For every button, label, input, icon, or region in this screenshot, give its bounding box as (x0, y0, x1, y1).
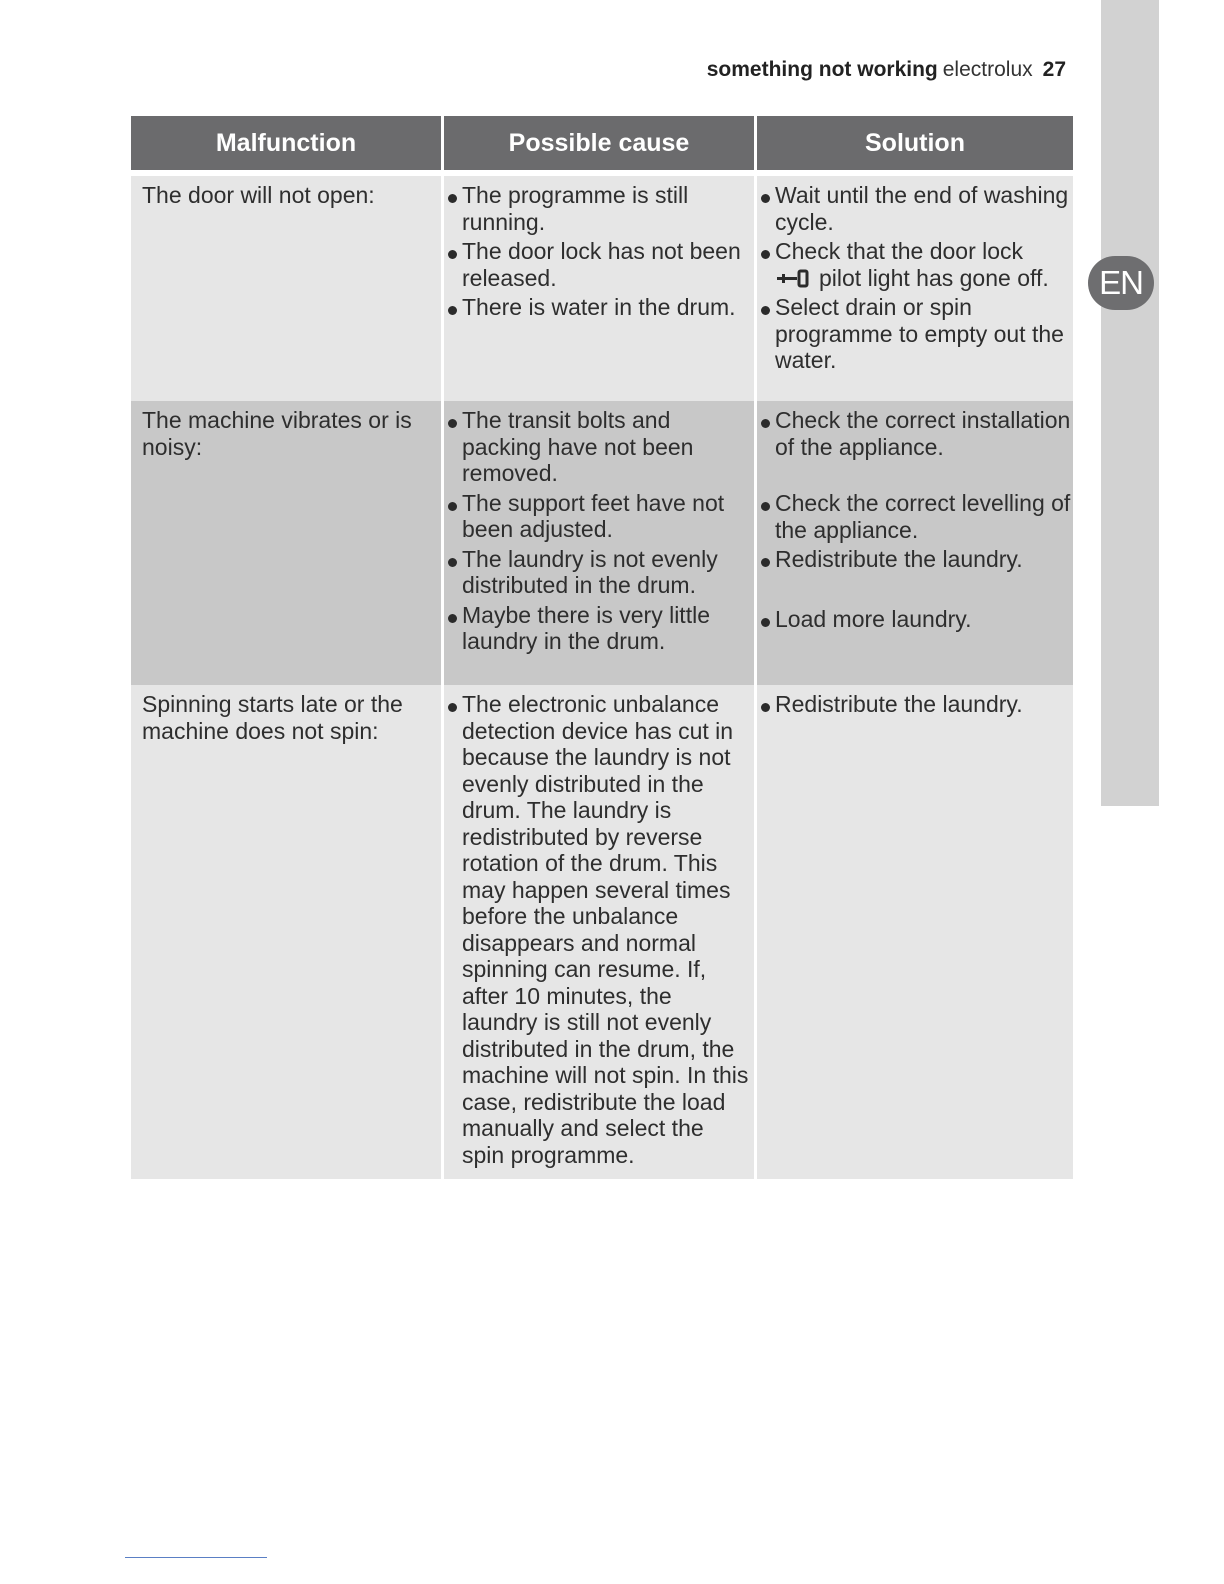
column-header-malfunction: Malfunction (131, 116, 441, 170)
footer-rule (125, 1557, 267, 1558)
cause-item: The laundry is not evenly distributed in the drum. (447, 546, 752, 599)
solution-item: Select drain or spin programme to empty out the water. (760, 294, 1071, 374)
solution-item: Check the correct installation of the appliance. (760, 407, 1071, 460)
column-header-possible-cause: Possible cause (444, 116, 754, 170)
language-side-tab (1101, 0, 1159, 806)
malfunction-cell: Spinning starts late or the machine does not spin: (131, 685, 441, 1179)
cause-cell (444, 176, 754, 401)
column-header-solution: Solution (757, 116, 1073, 170)
cause-item: The electronic unbalance detection device has cut in because the laundry is not evenly distributed in the drum. The laundry is redistributed by reverse rotation of the drum. This may happen several times before the unbalance disappears and normal spinning can resume. If, after 10 minutes, the laundry is still not evenly distributed in the drum, the machine will not spin. In this case, redistribute the load manually and select the spin programme. (447, 691, 752, 1168)
cause-item: There is water in the drum. (447, 294, 752, 321)
door-lock-icon (775, 268, 813, 288)
cause-item: The door lock has not been released. (447, 238, 752, 291)
solution-item: Redistribute the laundry. (760, 546, 1071, 573)
solution-item: Check the correct levelling of the appliance. (760, 490, 1071, 543)
solution-item: Redistribute the laundry. (760, 691, 1071, 718)
section-title: something not working (706, 58, 938, 81)
solution-cell (757, 176, 1073, 401)
language-badge: EN (1088, 256, 1154, 310)
cause-item: Maybe there is very little laundry in the drum. (447, 602, 752, 655)
solution-item: Load more laundry. (760, 606, 1071, 633)
table-header-row (131, 116, 1073, 170)
solution-cell (757, 401, 1073, 685)
solution-item: Wait until the end of washing cycle. (760, 182, 1071, 235)
solution-item (760, 238, 1071, 291)
cause-cell (444, 401, 754, 685)
solution-item-text: Check that the door lock (775, 238, 1024, 264)
solution-cell (757, 685, 1073, 1179)
table-row (131, 176, 1073, 401)
cause-item: The programme is still running. (447, 182, 752, 235)
brand-name: electrolux (942, 58, 1033, 81)
malfunction-cell: The door will not open: (131, 176, 441, 401)
troubleshooting-table (128, 116, 1076, 1179)
cause-cell (444, 685, 754, 1179)
running-header (707, 58, 1066, 82)
cause-item: The transit bolts and packing have not been removed. (447, 407, 752, 487)
page-number: 27 (1042, 58, 1066, 81)
table-row (131, 401, 1073, 685)
malfunction-cell: The machine vibrates or is noisy: (131, 401, 441, 685)
table-row (131, 685, 1073, 1179)
cause-item: The support feet have not been adjusted. (447, 490, 752, 543)
solution-item-text: pilot light has gone off. (819, 264, 1049, 291)
